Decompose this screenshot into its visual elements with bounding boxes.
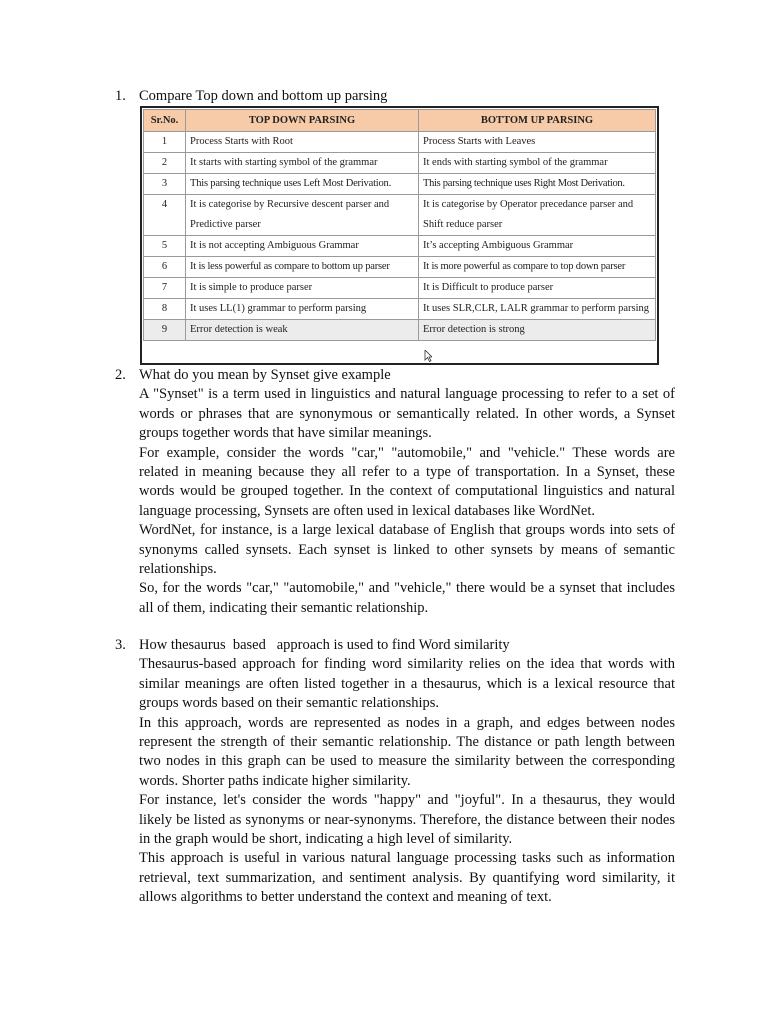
- cell-top-down: Process Starts with Root: [186, 132, 419, 153]
- question-2-paragraph: So, for the words "car," "automobile," and "vehicle," there would be a synset that includes all of them, indicating their semantic relationship.: [139, 580, 675, 616]
- cell-top-down: It is categorise by Recursive descent parser and Predictive parser: [186, 195, 419, 236]
- question-2-title: What do you mean by Synset give example: [139, 367, 391, 383]
- table-row: [144, 236, 656, 257]
- header-top-down: TOP DOWN PARSING: [186, 110, 419, 132]
- question-1-heading: [115, 87, 675, 106]
- header-bottom-up: BOTTOM UP PARSING: [419, 110, 656, 132]
- cell-top-down: It starts with starting symbol of the grammar: [186, 153, 419, 174]
- cell-bottom-up: It ends with starting symbol of the grammar: [419, 153, 656, 174]
- cell-bottom-up: It’s accepting Ambiguous Grammar: [419, 236, 656, 257]
- question-2-paragraph: WordNet, for instance, is a large lexical database of English that groups words into sets of synonyms called synsets. Each synset is linked to other synsets by means of semantic relationships.: [139, 522, 675, 578]
- cell-top-down: It is simple to produce parser: [186, 278, 419, 299]
- table-row: [144, 153, 656, 174]
- cell-sr: 1: [144, 132, 186, 153]
- table-row: [144, 195, 656, 236]
- cell-sr: 7: [144, 278, 186, 299]
- parsing-comparison-table: [143, 109, 656, 341]
- cell-top-down: It uses LL(1) grammar to perform parsing: [186, 299, 419, 320]
- cell-top-down: Error detection is weak: [186, 320, 419, 341]
- cell-sr: 8: [144, 299, 186, 320]
- table-row: [144, 320, 656, 341]
- question-1-title: Compare Top down and bottom up parsing: [139, 88, 388, 104]
- table-row: [144, 174, 656, 195]
- cell-top-down: It is less powerful as compare to bottom up parser: [186, 257, 419, 278]
- cell-sr: 3: [144, 174, 186, 195]
- header-sr-no: Sr.No.: [144, 110, 186, 132]
- cell-bottom-up: Error detection is strong: [419, 320, 656, 341]
- question-1: [115, 87, 675, 106]
- parsing-comparison-table-image: [140, 106, 659, 365]
- question-3: [115, 636, 675, 908]
- cell-bottom-up: It is categorise by Operator precedance parser and Shift reduce parser: [419, 195, 656, 236]
- question-1-number: 1.: [115, 88, 126, 104]
- cell-bottom-up: It is Difficult to produce parser: [419, 278, 656, 299]
- mouse-cursor-icon: [424, 350, 432, 362]
- question-2-paragraph: For example, consider the words "car," "automobile," and "vehicle." These words are related in meaning because they all refer to a type of transportation. In a Synset, these words would be grouped together. In the context of computational linguistics and natural language processing, Synsets are often used in lexical databases like WordNet.: [139, 444, 675, 519]
- table-row: [144, 299, 656, 320]
- question-3-number: 3.: [115, 637, 126, 653]
- cell-bottom-up: Process Starts with Leaves: [419, 132, 656, 153]
- cell-top-down: It is not accepting Ambiguous Grammar: [186, 236, 419, 257]
- cell-sr: 9: [144, 320, 186, 341]
- question-3-title: How thesaurus based approach is used to find Word similarity: [139, 637, 510, 653]
- cell-bottom-up: This parsing technique uses Right Most Derivation.: [419, 174, 656, 195]
- question-2-number: 2.: [115, 367, 126, 383]
- table-row: [144, 278, 656, 299]
- cell-sr: 5: [144, 236, 186, 257]
- table-header-row: [144, 110, 656, 132]
- question-3-paragraph: Thesaurus-based approach for finding word similarity relies on the idea that words with similar meanings are often listed together in a thesaurus, which is a lexical resource that groups words based on their semantic relationships.: [139, 656, 675, 712]
- cell-top-down: This parsing technique uses Left Most Derivation.: [186, 174, 419, 195]
- table-row: [144, 257, 656, 278]
- cell-sr: 2: [144, 153, 186, 174]
- cell-bottom-up: It is more powerful as compare to top down parser: [419, 257, 656, 278]
- cell-bottom-up: It uses SLR,CLR, LALR grammar to perform parsing: [419, 299, 656, 320]
- question-2-paragraph: A "Synset" is a term used in linguistics and natural language processing to refer to a set of words or phrases that are synonymous or semantically related. In other words, a Synset groups together words that have similar meanings.: [139, 386, 675, 442]
- cell-sr: 6: [144, 257, 186, 278]
- question-3-heading: [115, 636, 675, 655]
- cell-sr: 4: [144, 195, 186, 236]
- question-2-heading: [115, 366, 675, 385]
- question-3-paragraph: For instance, let's consider the words "happy" and "joyful". In a thesaurus, they would likely be listed as synonyms or near-synonyms. Therefore, the distance between their nodes in the graph would be short, indicating a high level of similarity.: [139, 792, 675, 848]
- question-3-paragraph: This approach is useful in various natural language processing tasks such as information retrieval, text summarization, and sentiment analysis. By quantifying word similarity, it allows algorithms to better understand the context and meaning of text.: [139, 850, 675, 906]
- question-2: [115, 366, 675, 618]
- question-3-paragraph: In this approach, words are represented as nodes in a graph, and edges between nodes represent the strength of their semantic relationship. The distance or path length between two nodes in this graph can be used to measure the similarity between the corresponding words. Shorter paths indicate higher similarity.: [139, 714, 675, 789]
- table-row: [144, 132, 656, 153]
